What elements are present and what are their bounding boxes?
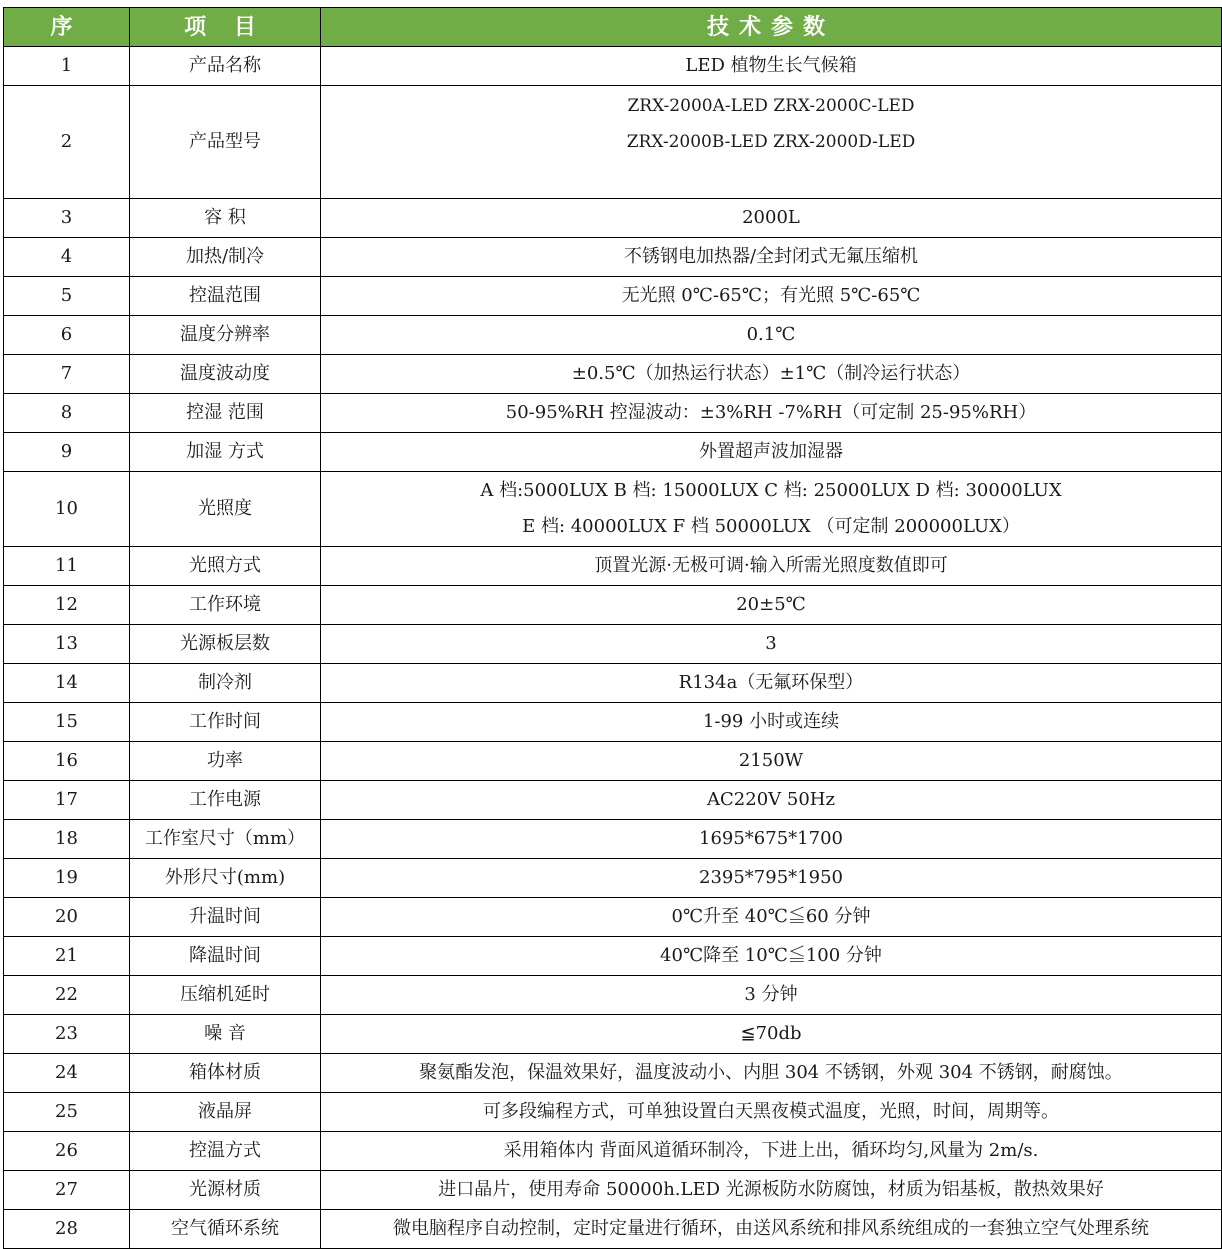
row-index: 18 [4,820,130,859]
row-index: 9 [4,433,130,472]
row-value: 0℃升至 40℃≦60 分钟 [321,898,1222,937]
row-item: 加热/制冷 [130,238,321,277]
row-item: 光照度 [130,472,321,547]
row-value: 进口晶片，使用寿命 50000h.LED 光源板防水防腐蚀，材质为铝基板，散热效果好 [321,1171,1222,1210]
table-row [4,1132,1222,1171]
row-item: 控温范围 [130,277,321,316]
table-row [4,394,1222,433]
row-index: 8 [4,394,130,433]
row-item: 功率 [130,742,321,781]
model-line: ZRX-2000B-LED ZRX-2000D-LED [626,132,916,152]
row-index: 4 [4,238,130,277]
header-item: 项 目 [130,8,321,47]
row-value: 顶置光源·无极可调·输入所需光照度数值即可 [321,547,1222,586]
row-item: 制冷剂 [130,664,321,703]
row-value: 3 [321,625,1222,664]
row-index: 14 [4,664,130,703]
row-value: R134a（无氟环保型） [321,664,1222,703]
table-row [4,47,1222,86]
table-row [4,781,1222,820]
row-item: 温度波动度 [130,355,321,394]
row-index: 2 [4,86,130,199]
table-row [4,703,1222,742]
table-row [4,664,1222,703]
row-value: ≦70db [321,1015,1222,1054]
table-row [4,472,1222,547]
row-item: 液晶屏 [130,1093,321,1132]
table-row [4,433,1222,472]
table-row [4,742,1222,781]
row-item: 工作环境 [130,586,321,625]
row-index: 20 [4,898,130,937]
row-value: LED 植物生长气候箱 [321,47,1222,86]
row-index: 25 [4,1093,130,1132]
row-index: 13 [4,625,130,664]
row-value: 1695*675*1700 [321,820,1222,859]
table-row [4,355,1222,394]
table-row [4,859,1222,898]
table-row [4,238,1222,277]
row-index: 24 [4,1054,130,1093]
row-index: 21 [4,937,130,976]
row-value: 0.1℃ [321,316,1222,355]
row-item: 工作室尺寸（mm） [130,820,321,859]
row-index: 16 [4,742,130,781]
row-value: 2000L [321,199,1222,238]
row-item: 工作时间 [130,703,321,742]
row-item: 产品型号 [130,86,321,199]
row-item: 噪 音 [130,1015,321,1054]
table-row [4,976,1222,1015]
table-row [4,86,1222,199]
row-value: 无光照 0℃-65℃；有光照 5℃-65℃ [321,277,1222,316]
table-row [4,1054,1222,1093]
row-value: 40℃降至 10℃≦100 分钟 [321,937,1222,976]
row-value: 微电脑程序自动控制，定时定量进行循环，由送风系统和排风系统组成的一套独立空气处理系统 [321,1210,1222,1249]
row-item: 外形尺寸(mm) [130,859,321,898]
row-index: 17 [4,781,130,820]
row-item: 降温时间 [130,937,321,976]
header-params: 技术参数 [321,8,1222,47]
row-value: 不锈钢电加热器/全封闭式无氟压缩机 [321,238,1222,277]
row-item: 控湿 范围 [130,394,321,433]
table-row [4,316,1222,355]
row-index: 12 [4,586,130,625]
row-item: 控温方式 [130,1132,321,1171]
row-index: 27 [4,1171,130,1210]
row-index: 23 [4,1015,130,1054]
row-index: 5 [4,277,130,316]
row-value: 2150W [321,742,1222,781]
row-value: 聚氨酯发泡，保温效果好，温度波动小、内胆 304 不锈钢，外观 304 不锈钢，耐腐蚀。 [321,1054,1222,1093]
row-index: 26 [4,1132,130,1171]
row-index: 19 [4,859,130,898]
row-value: 1-99 小时或连续 [321,703,1222,742]
row-index: 28 [4,1210,130,1249]
row-item: 容 积 [130,199,321,238]
row-value: AC220V 50Hz [321,781,1222,820]
row-value: ±0.5℃（加热运行状态）±1℃（制冷运行状态） [321,355,1222,394]
row-item: 工作电源 [130,781,321,820]
row-index: 22 [4,976,130,1015]
row-item: 空气循环系统 [130,1210,321,1249]
row-item: 箱体材质 [130,1054,321,1093]
row-item: 加湿 方式 [130,433,321,472]
header-index: 序 [4,8,130,47]
row-index: 1 [4,47,130,86]
table-row [4,586,1222,625]
row-item: 光源材质 [130,1171,321,1210]
table-row [4,1093,1222,1132]
row-index: 11 [4,547,130,586]
table-row [4,547,1222,586]
row-value: 采用箱体内 背面风道循环制冷，下进上出，循环均匀,风量为 2m/s. [321,1132,1222,1171]
row-value [321,86,1222,199]
row-item: 压缩机延时 [130,976,321,1015]
table-row [4,937,1222,976]
row-item: 温度分辨率 [130,316,321,355]
table-row [4,898,1222,937]
table-row [4,277,1222,316]
row-value: 外置超声波加湿器 [321,433,1222,472]
row-value: 可多段编程方式，可单独设置白天黑夜模式温度，光照，时间，周期等。 [321,1093,1222,1132]
lux-line: E 档: 40000LUX F 档 50000LUX （可定制 200000LUX） [522,516,1020,537]
row-item: 光照方式 [130,547,321,586]
row-value: 2395*795*1950 [321,859,1222,898]
row-index: 15 [4,703,130,742]
table-row [4,625,1222,664]
row-item: 产品名称 [130,47,321,86]
model-line: ZRX-2000A-LED ZRX-2000C-LED [627,96,915,116]
row-index: 7 [4,355,130,394]
table-row [4,820,1222,859]
row-index: 3 [4,199,130,238]
row-value [321,472,1222,547]
row-item: 升温时间 [130,898,321,937]
lux-line: A 档:5000LUX B 档: 15000LUX C 档: 25000LUX D 档: 30000LUX [480,480,1062,501]
row-index: 6 [4,316,130,355]
spec-table [3,7,1222,1249]
table-row [4,1015,1222,1054]
table-row [4,1171,1222,1210]
row-value: 20±5℃ [321,586,1222,625]
row-index: 10 [4,472,130,547]
row-item: 光源板层数 [130,625,321,664]
table-header-row [4,8,1222,47]
row-value: 3 分钟 [321,976,1222,1015]
table-row [4,199,1222,238]
row-value: 50-95%RH 控湿波动：±3%RH -7%RH（可定制 25-95%RH） [321,394,1222,433]
